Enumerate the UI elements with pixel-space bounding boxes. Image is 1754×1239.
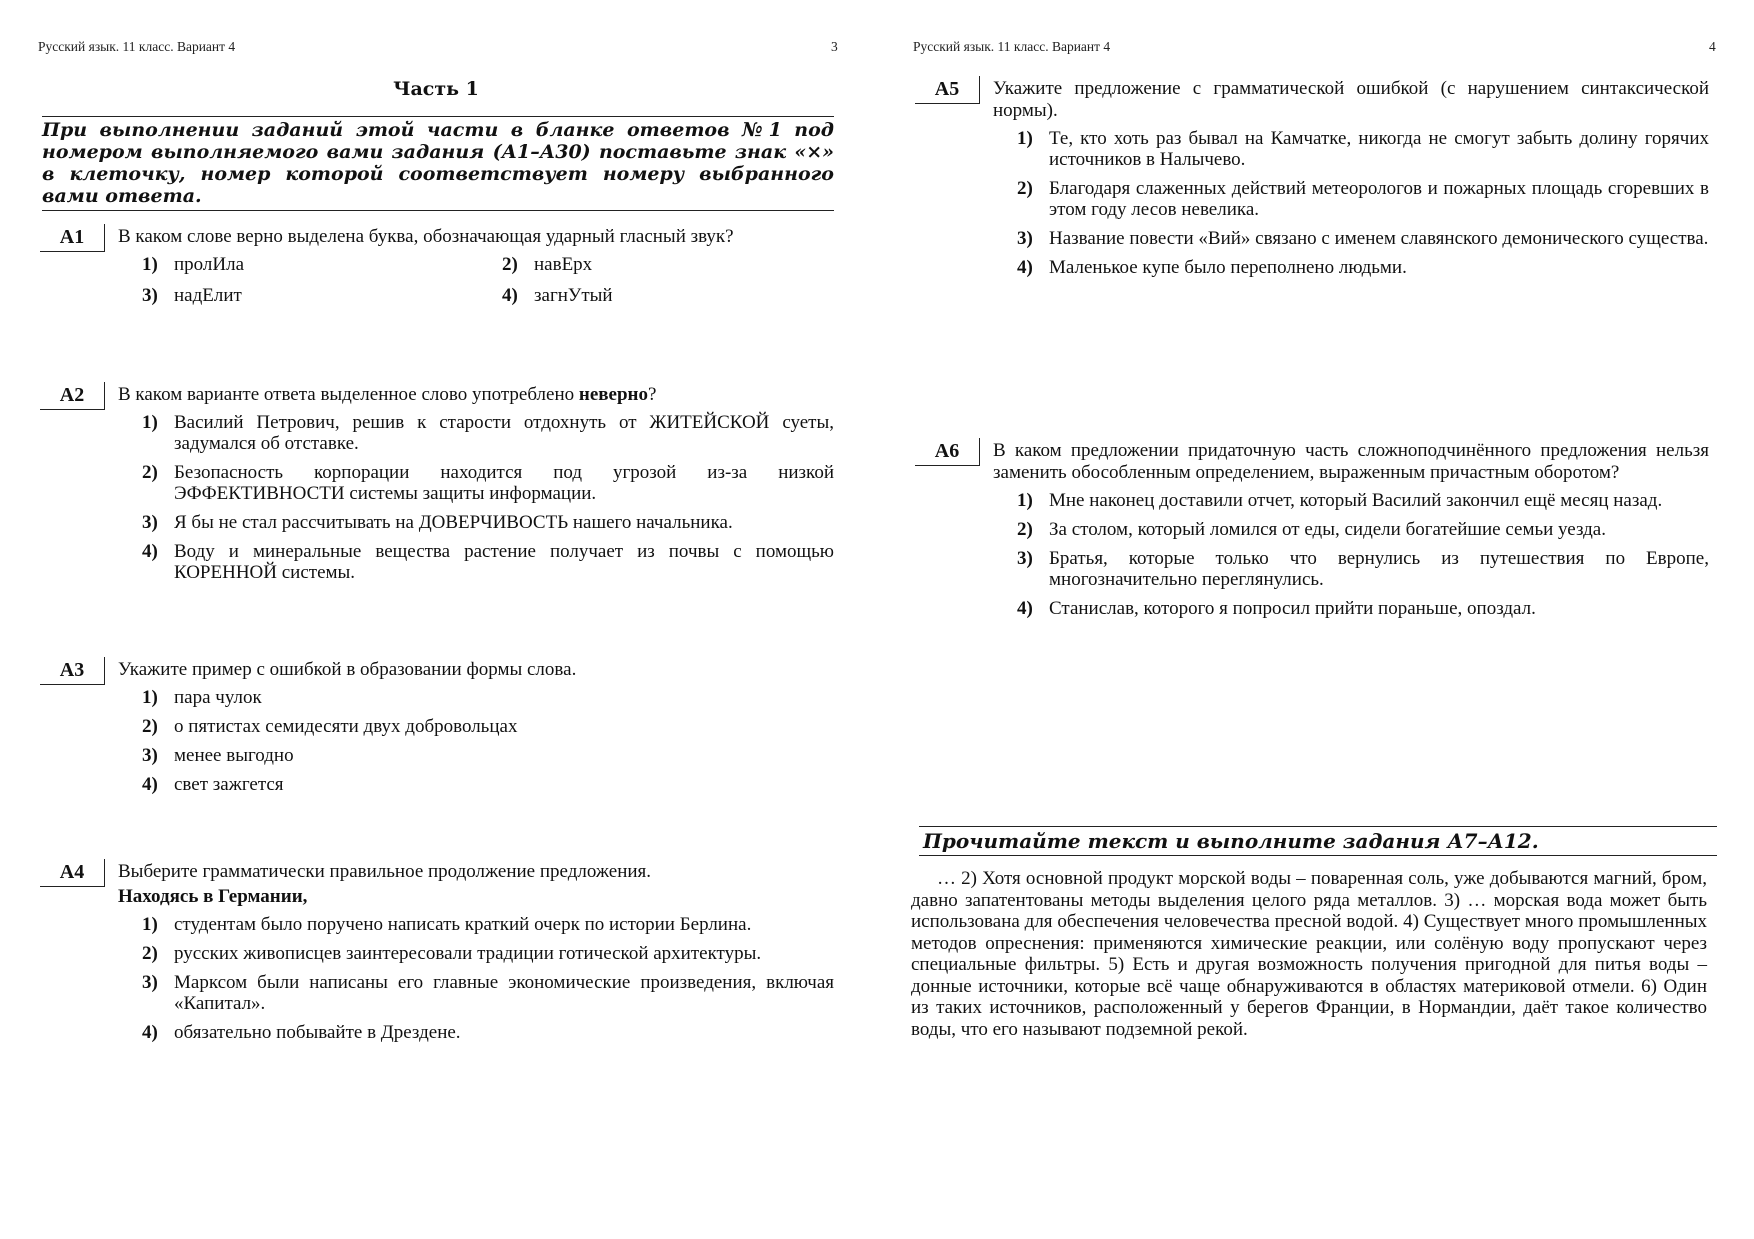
task-question: Выберите грамматически правильное продолжение предложения.: [118, 861, 652, 882]
answer-option: [142, 914, 834, 935]
option-number: 4): [1017, 257, 1033, 278]
page-number: 3: [831, 39, 838, 54]
answer-option: [1017, 228, 1709, 249]
option-text: Воду и минеральные вещества растение получает из почвы с помощью КОРЕННОЙ системы.: [174, 541, 834, 583]
answer-option: [142, 1022, 834, 1043]
task-a5: [913, 76, 1709, 286]
option-number: 4): [142, 774, 158, 795]
option-number: 3): [142, 285, 158, 306]
option-number: 1): [1017, 490, 1033, 511]
option-number: 1): [142, 914, 158, 935]
task-a4: [38, 859, 834, 1051]
option-number: 2): [1017, 178, 1033, 199]
option-number: 3): [1017, 228, 1033, 249]
option-number: 1): [1017, 128, 1033, 149]
page-header-title: Русский язык. 11 класс. Вариант 4: [913, 39, 1111, 54]
answer-option: [142, 254, 502, 275]
task-sentence-start: Находясь в Германии,: [118, 886, 308, 907]
option-number: 1): [142, 412, 158, 433]
task-question: Укажите пример с ошибкой в образовании формы слова.: [118, 659, 577, 680]
option-text: Мне наконец доставили отчет, который Василий закончил ещё месяц назад.: [1049, 490, 1663, 511]
option-text: студентам было поручено написать краткий очерк по истории Берлина.: [174, 914, 752, 935]
answer-option: [142, 774, 834, 795]
answer-option: [1017, 519, 1709, 540]
answer-option: [142, 687, 834, 708]
part-title: Часть 1: [393, 78, 479, 100]
answer-option: [142, 412, 834, 454]
task-number: А6: [915, 438, 980, 466]
answer-option: [502, 285, 802, 306]
task-question: Укажите предложение с грамматической ошибкой (с нарушением синтаксической нормы).: [993, 78, 1709, 121]
task-number: А1: [40, 224, 105, 252]
reading-text: … 2) Хотя основной продукт морской воды – поваренная соль, уже добываются магний, бром, давно запатентованы методы выделения целого ряда металлов. 3) … морская вода может быть использована для обеспечения человечества пресной водой. 4) Существует много промышленных методов опреснения: применяются химические реакции, или солёную воду пропускают через специальные фильтры. 5) Есть и другая возможность получения пригодной для питья воды – донные источники, которые всё чаще обнаруживаются в областях материковой отмели. 6) Один из таких источников, расположенный у берегов Франции, в Нормандии, даёт такое количество воды, что его называют подземной рекой.: [911, 868, 1707, 1040]
option-number: 4): [142, 1022, 158, 1043]
answer-option: [1017, 598, 1709, 619]
answer-option: [502, 254, 802, 275]
option-number: 3): [142, 972, 158, 993]
answer-options: [1017, 128, 1709, 278]
emphasized-word: неверно: [578, 384, 648, 405]
option-text: навЕрх: [534, 254, 593, 275]
option-number: 2): [142, 462, 158, 483]
option-text: менее выгодно: [174, 745, 294, 766]
option-number: 2): [142, 716, 158, 737]
instructions-box: При выполнении заданий этой части в бланке ответов №1 под номером выполняемого вами задания (А1–А30) поставьте знак «×» в клеточку, номер которой соответствует номеру выбранного вами ответа.: [42, 116, 834, 211]
option-text: пара чулок: [174, 687, 262, 708]
option-number: 1): [142, 687, 158, 708]
answer-option: [142, 745, 834, 766]
task-a3: [38, 657, 834, 803]
option-text: о пятистах семидесяти двух добровольцах: [174, 716, 518, 737]
option-number: 2): [1017, 519, 1033, 540]
task-number: А4: [40, 859, 105, 887]
task-question: В каком варианте ответа выделенное слово употреблено неверно?: [118, 384, 657, 405]
answer-option: [142, 972, 834, 1014]
answer-option: [1017, 490, 1709, 511]
task-number: А2: [40, 382, 105, 410]
answer-option: [142, 462, 834, 504]
option-number: 1): [142, 254, 158, 275]
answer-option: [1017, 548, 1709, 590]
answer-option: [142, 716, 834, 737]
task-question: В каком предложении придаточную часть сложноподчинённого предложения нельзя заменить обособленным определением, выраженным причастным оборотом?: [993, 440, 1709, 483]
answer-option: [1017, 257, 1709, 278]
option-text: обязательно побывайте в Дрездене.: [174, 1022, 461, 1043]
reading-heading: Прочитайте текст и выполните задания А7–А12.: [919, 826, 1717, 856]
option-number: 3): [1017, 548, 1033, 569]
option-text: свет зажгется: [174, 774, 284, 795]
option-text: Братья, которые только что вернулись из путешествия по Европе, многозначительно переглянулись.: [1049, 548, 1709, 590]
option-text: пролИла: [174, 254, 245, 275]
answer-option: [142, 285, 502, 306]
answer-options: [142, 914, 834, 1043]
option-number: 3): [142, 512, 158, 533]
answer-option: [142, 541, 834, 583]
answer-options: [142, 687, 834, 795]
option-text: Василий Петрович, решив к старости отдохнуть от ЖИТЕЙСКОЙ суеты, задумался об отставке.: [174, 412, 834, 454]
option-text: Название повести «Вий» связано с именем славянского демонического существа.: [1049, 228, 1709, 249]
task-a6: [913, 438, 1709, 627]
option-text: надЕлит: [174, 285, 242, 306]
option-text: русских живописцев заинтересовали традиции готической архитектуры.: [174, 943, 762, 964]
answer-option: [1017, 178, 1709, 220]
answer-option: [142, 943, 834, 964]
page-header-title: Русский язык. 11 класс. Вариант 4: [38, 39, 236, 54]
option-text: За столом, который ломился от еды, сидели богатейшие семьи уезда.: [1049, 519, 1606, 540]
right-page: [877, 0, 1754, 1239]
answer-options: [142, 254, 834, 306]
answer-option: [1017, 128, 1709, 170]
option-text: Безопасность корпорации находится под угрозой из-за низкой ЭФФЕКТИВНОСТИ системы защиты информации.: [174, 462, 834, 504]
answer-options: [142, 412, 834, 583]
answer-options: [1017, 490, 1709, 619]
answer-option: [142, 512, 834, 533]
task-a2: [38, 382, 834, 591]
option-text: Марксом были написаны его главные экономические произведения, включая «Капитал».: [174, 972, 834, 1014]
option-text: Благодаря слаженных действий метеорологов и пожарных площадь сгоревших в этом году лесов невелика.: [1049, 178, 1709, 220]
option-number: 4): [1017, 598, 1033, 619]
option-number: 2): [502, 254, 518, 275]
option-number: 2): [142, 943, 158, 964]
option-text: загнУтый: [534, 285, 613, 306]
task-a1: [38, 224, 834, 306]
task-number: А5: [915, 76, 980, 104]
task-question: В каком слове верно выделена буква, обозначающая ударный гласный звук?: [118, 226, 734, 247]
page-number: 4: [1709, 39, 1716, 54]
option-text: Те, кто хоть раз бывал на Камчатке, никогда не смогут забыть долину горячих источников в Налычево.: [1049, 128, 1709, 170]
option-number: 4): [142, 541, 158, 562]
task-number: А3: [40, 657, 105, 685]
option-number: 3): [142, 745, 158, 766]
option-number: 4): [502, 285, 518, 306]
option-text: Я бы не стал рассчитывать на ДОВЕРЧИВОСТЬ нашего начальника.: [174, 512, 733, 533]
option-text: Маленькое купе было переполнено людьми.: [1049, 257, 1407, 278]
option-text: Станислав, которого я попросил прийти пораньше, опоздал.: [1049, 598, 1536, 619]
